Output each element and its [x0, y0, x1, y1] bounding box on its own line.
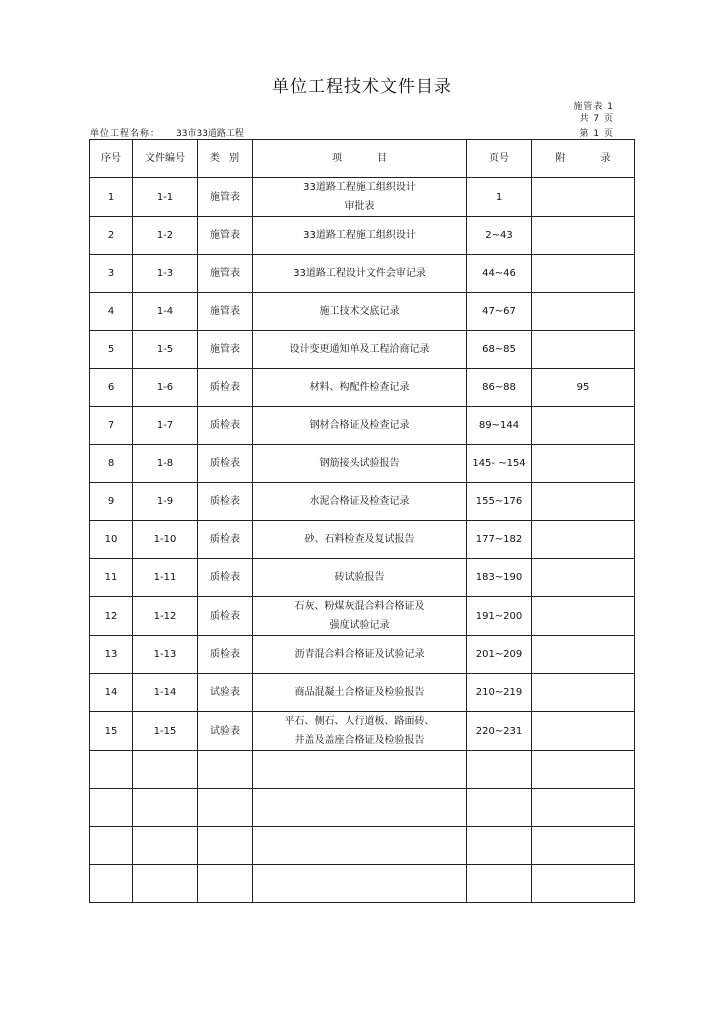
cell-seq: 10 — [90, 521, 133, 559]
cell-file-no: 1-14 — [133, 674, 198, 712]
cell-category: 施管表 — [198, 331, 253, 369]
header-pages: 页号 — [467, 140, 532, 178]
cell-attachment — [532, 674, 635, 712]
cell-seq: 5 — [90, 331, 133, 369]
cell-pages: 47~67 — [467, 293, 532, 331]
cell-file-no: 1-13 — [133, 636, 198, 674]
cell-pages: 145- ~154 — [467, 445, 532, 483]
cell-attachment — [532, 751, 635, 789]
cell-item — [253, 445, 467, 483]
table-row — [90, 178, 635, 217]
header-attachment: 附 录 — [532, 140, 635, 178]
table-row — [90, 597, 635, 636]
cell-item — [253, 369, 467, 407]
cell-pages: 191~200 — [467, 597, 532, 636]
cell-item — [253, 521, 467, 559]
cell-attachment — [532, 865, 635, 903]
cell-seq: 2 — [90, 217, 133, 255]
table-row — [90, 521, 635, 559]
cell-pages: 201~209 — [467, 636, 532, 674]
cell-attachment — [532, 597, 635, 636]
cell-category — [198, 751, 253, 789]
cell-seq: 7 — [90, 407, 133, 445]
cell-category: 施管表 — [198, 293, 253, 331]
table-row — [90, 255, 635, 293]
cell-attachment — [532, 559, 635, 597]
cell-item — [253, 712, 467, 751]
cell-item-line1: 施工技术交底记录 — [319, 306, 400, 317]
cell-item — [253, 865, 467, 903]
cell-pages: 44~46 — [467, 255, 532, 293]
cell-attachment — [532, 178, 635, 217]
cell-category: 质检表 — [198, 521, 253, 559]
table-row — [90, 217, 635, 255]
cell-category: 施管表 — [198, 255, 253, 293]
cell-item-line1: 石灰、粉煤灰混合料合格证及 — [294, 601, 425, 612]
table-row — [90, 827, 635, 865]
cell-category — [198, 789, 253, 827]
cell-attachment — [532, 407, 635, 445]
cell-attachment — [532, 255, 635, 293]
cell-file-no: 1-3 — [133, 255, 198, 293]
cell-item-line2: 审批表 — [344, 201, 375, 212]
cell-attachment — [532, 636, 635, 674]
cell-item — [253, 751, 467, 789]
table-row — [90, 789, 635, 827]
cell-item-line1: 商品混凝土合格证及检验报告 — [294, 687, 425, 698]
header-seq: 序号 — [90, 140, 133, 178]
cell-item — [253, 217, 467, 255]
cell-seq: 12 — [90, 597, 133, 636]
cell-category: 质检表 — [198, 483, 253, 521]
cell-seq: 3 — [90, 255, 133, 293]
cell-item — [253, 636, 467, 674]
cell-item — [253, 255, 467, 293]
cell-pages: 68~85 — [467, 331, 532, 369]
cell-seq — [90, 827, 133, 865]
cell-category — [198, 865, 253, 903]
table-row — [90, 331, 635, 369]
cell-item-line1: 33道路工程设计文件会审记录 — [293, 268, 426, 279]
cell-item — [253, 674, 467, 712]
cell-pages — [467, 751, 532, 789]
unit-project-name: 33市33道路工程 — [174, 126, 280, 140]
cell-item-line1: 材料、构配件检查记录 — [309, 382, 410, 393]
cell-category: 质检表 — [198, 597, 253, 636]
cell-seq — [90, 865, 133, 903]
cell-file-no: 1-1 — [133, 178, 198, 217]
header-category: 类 别 — [198, 140, 253, 178]
unit-project-line — [90, 126, 280, 140]
table-row — [90, 712, 635, 751]
table-row — [90, 674, 635, 712]
cell-pages — [467, 789, 532, 827]
cell-item-line1: 钢材合格证及检查记录 — [309, 420, 410, 431]
cell-item-line1: 钢筋接头试验报告 — [319, 458, 400, 469]
cell-item-line2: 强度试验记录 — [329, 620, 390, 631]
cell-file-no: 1-7 — [133, 407, 198, 445]
cell-category: 质检表 — [198, 636, 253, 674]
table-row — [90, 445, 635, 483]
cell-attachment — [532, 331, 635, 369]
cell-item — [253, 559, 467, 597]
cell-category: 施管表 — [198, 217, 253, 255]
cell-item-line1: 水泥合格证及检查记录 — [309, 496, 410, 507]
directory-table — [89, 139, 635, 903]
total-pages: 共 7 页 — [579, 114, 614, 124]
cell-item — [253, 483, 467, 521]
cell-pages: 177~182 — [467, 521, 532, 559]
cell-category: 施管表 — [198, 178, 253, 217]
cell-seq — [90, 789, 133, 827]
table-row — [90, 865, 635, 903]
cell-pages: 2~43 — [467, 217, 532, 255]
cell-pages: 89~144 — [467, 407, 532, 445]
cell-file-no — [133, 751, 198, 789]
cell-file-no: 1-5 — [133, 331, 198, 369]
unit-project-label: 单位工程名称： — [90, 129, 161, 139]
cell-item — [253, 331, 467, 369]
cell-file-no: 1-12 — [133, 597, 198, 636]
cell-file-no: 1-9 — [133, 483, 198, 521]
table-row — [90, 369, 635, 407]
cell-item — [253, 789, 467, 827]
page-number: 第 1 页 — [579, 129, 614, 139]
cell-file-no: 1-15 — [133, 712, 198, 751]
cell-item-line1: 平石、侧石、人行道板、路面砖、 — [284, 716, 435, 727]
cell-pages: 220~231 — [467, 712, 532, 751]
cell-item — [253, 597, 467, 636]
cell-pages: 155~176 — [467, 483, 532, 521]
table-row — [90, 751, 635, 789]
cell-file-no: 1-11 — [133, 559, 198, 597]
cell-attachment — [532, 712, 635, 751]
cell-category: 质检表 — [198, 369, 253, 407]
cell-seq: 6 — [90, 369, 133, 407]
cell-item-line1: 33道路工程施工组织设计 — [303, 230, 416, 241]
cell-seq: 4 — [90, 293, 133, 331]
table-row — [90, 636, 635, 674]
document-title: 单位工程技术文件目录 — [272, 77, 452, 97]
cell-attachment: 95 — [532, 369, 635, 407]
cell-file-no: 1-4 — [133, 293, 198, 331]
cell-seq: 8 — [90, 445, 133, 483]
cell-item-line2: 井盖及盖座合格证及检验报告 — [294, 735, 425, 746]
cell-file-no: 1-10 — [133, 521, 198, 559]
cell-attachment — [532, 445, 635, 483]
cell-seq — [90, 751, 133, 789]
cell-seq: 13 — [90, 636, 133, 674]
cell-item-line1: 沥青混合料合格证及试验记录 — [294, 649, 425, 660]
cell-category: 质检表 — [198, 407, 253, 445]
cell-seq: 15 — [90, 712, 133, 751]
cell-item — [253, 178, 467, 217]
cell-item-line1: 砖试验报告 — [334, 572, 385, 583]
cell-category: 试验表 — [198, 674, 253, 712]
cell-item-line1: 砂、石料检查及复试报告 — [304, 534, 415, 545]
table-row — [90, 559, 635, 597]
cell-attachment — [532, 293, 635, 331]
cell-pages — [467, 865, 532, 903]
cell-attachment — [532, 521, 635, 559]
cell-item — [253, 293, 467, 331]
cell-attachment — [532, 789, 635, 827]
form-code: 施管表 1 — [573, 102, 614, 112]
header-file-no: 文件编号 — [133, 140, 198, 178]
cell-item-line1: 设计变更通知单及工程洽商记录 — [289, 344, 430, 355]
cell-pages: 1 — [467, 178, 532, 217]
cell-pages: 210~219 — [467, 674, 532, 712]
cell-attachment — [532, 483, 635, 521]
header-item: 项 目 — [253, 140, 467, 178]
cell-pages: 183~190 — [467, 559, 532, 597]
cell-file-no — [133, 789, 198, 827]
cell-file-no: 1-6 — [133, 369, 198, 407]
cell-category: 质检表 — [198, 445, 253, 483]
table-row — [90, 293, 635, 331]
cell-seq: 11 — [90, 559, 133, 597]
cell-item-line1: 33道路工程施工组织设计 — [303, 182, 416, 193]
cell-attachment — [532, 827, 635, 865]
cell-file-no — [133, 827, 198, 865]
cell-pages: 86~88 — [467, 369, 532, 407]
cell-category: 试验表 — [198, 712, 253, 751]
cell-file-no: 1-2 — [133, 217, 198, 255]
table-row — [90, 483, 635, 521]
table-row — [90, 407, 635, 445]
table-header-row — [90, 140, 635, 178]
cell-pages — [467, 827, 532, 865]
cell-item — [253, 407, 467, 445]
cell-item — [253, 827, 467, 865]
cell-seq: 14 — [90, 674, 133, 712]
cell-category — [198, 827, 253, 865]
cell-seq: 9 — [90, 483, 133, 521]
cell-file-no: 1-8 — [133, 445, 198, 483]
cell-category: 质检表 — [198, 559, 253, 597]
cell-attachment — [532, 217, 635, 255]
cell-seq: 1 — [90, 178, 133, 217]
cell-file-no — [133, 865, 198, 903]
